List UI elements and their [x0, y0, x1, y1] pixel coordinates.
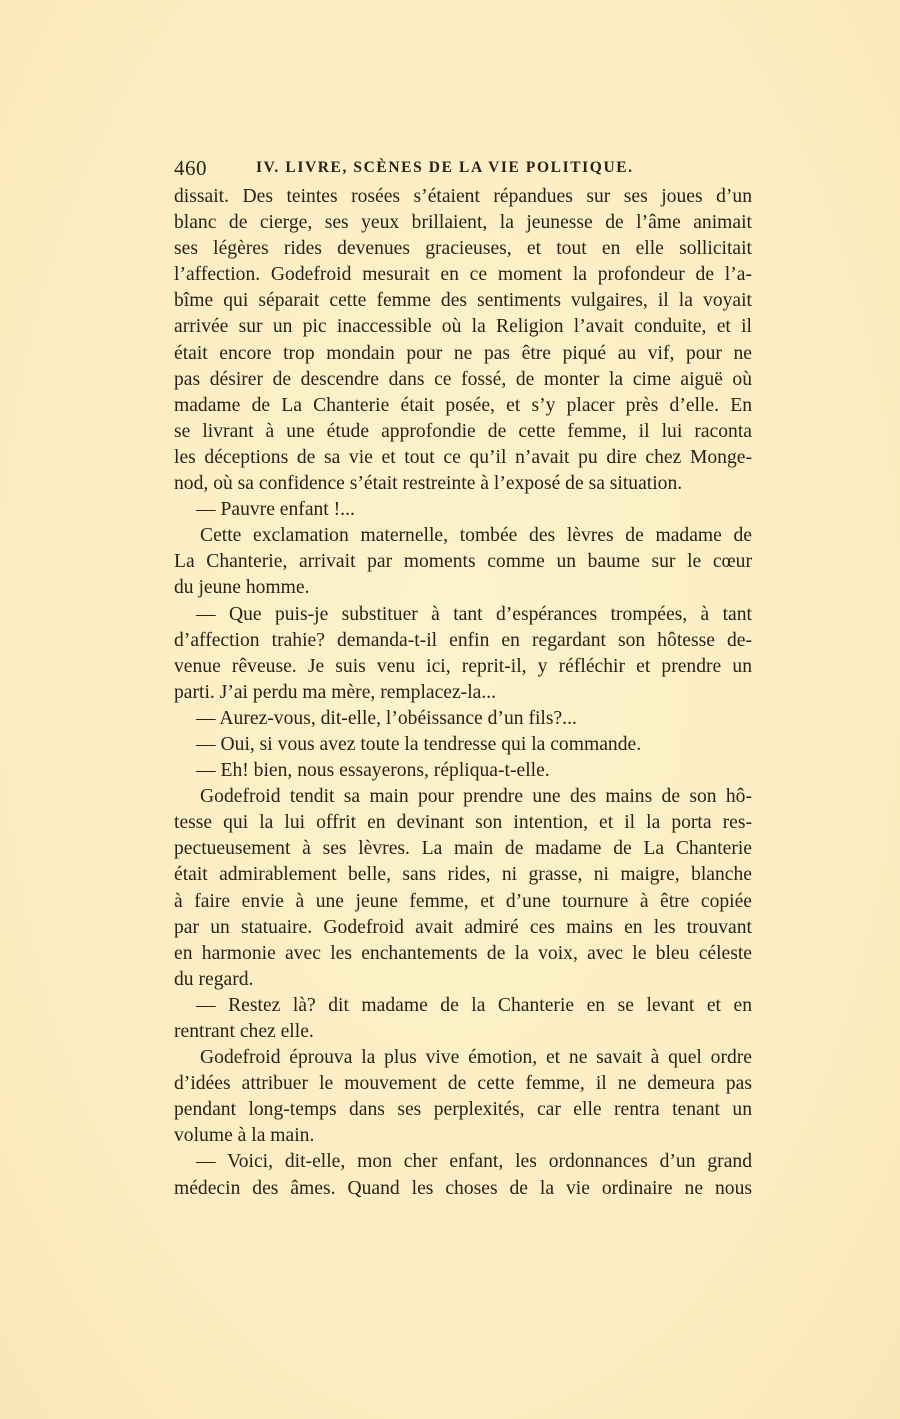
text-line: à faire envie à une jeune femme, et d’une tournure à être copiée	[174, 890, 752, 912]
text-line: — Restez là? dit madame de la Chanterie en se levant et en	[196, 994, 752, 1016]
text-line: du regard.	[174, 968, 254, 990]
text-line: pendant long-temps dans ses perplexités, car elle rentra tenant un	[174, 1099, 752, 1121]
text-line: l’affection. Godefroid mesurait en ce moment la profondeur de l’a-	[174, 264, 752, 286]
text-line: ses légères rides devenues gracieuses, et tout en elle sollicitait	[174, 238, 752, 260]
text-line: Godefroid tendit sa main pour prendre une des mains de son hô-	[200, 786, 752, 808]
text-line: d’affection trahie? demanda-t-il enfin en regardant son hôtesse de-	[174, 629, 752, 651]
page-header	[174, 156, 754, 186]
text-line: pectueusement à ses lèvres. La main de madame de La Chanterie	[174, 838, 752, 860]
text-line: du jeune homme.	[174, 577, 310, 599]
text-line: d’idées attribuer le mouvement de cette femme, il ne demeura pas	[174, 1073, 752, 1095]
text-line: en harmonie avec les enchantements de la voix, avec le bleu céleste	[174, 942, 752, 964]
page-number: 460	[174, 156, 207, 180]
text-line: — Voici, dit-elle, mon cher enfant, les ordonnances d’un grand	[196, 1151, 752, 1173]
text-line: était admirablement belle, sans rides, ni grasse, ni maigre, blanche	[174, 864, 752, 886]
text-line: Godefroid éprouva la plus vive émotion, et ne savait à quel ordre	[200, 1047, 752, 1069]
text-line: médecin des âmes. Quand les choses de la vie ordinaire ne nous	[174, 1177, 752, 1199]
text-line: — Eh! bien, nous essayerons, répliqua-t-elle.	[196, 760, 550, 782]
text-line: bîme qui séparait cette femme des sentiments vulgaires, il la voyait	[174, 290, 752, 312]
text-line: — Oui, si vous avez toute la tendresse qui la commande.	[196, 733, 642, 755]
text-line: Cette exclamation maternelle, tombée des lèvres de madame de	[200, 525, 752, 547]
text-line: était encore trop mondain pour ne pas être piqué au vif, pour ne	[174, 342, 752, 364]
body-text	[174, 184, 752, 1202]
text-line: arrivée sur un pic inaccessible où la Religion l’avait conduite, et il	[174, 316, 752, 338]
text-line: pas désirer de descendre dans ce fossé, de monter la cime aiguë où	[174, 368, 752, 390]
text-line: nod, où sa confidence s’était restreinte à l’exposé de sa situation.	[174, 473, 683, 495]
text-line: La Chanterie, arrivait par moments comme un baume sur le cœur	[174, 551, 752, 573]
text-line: parti. J’ai perdu ma mère, remplacez-la...	[174, 681, 497, 703]
text-line: rentrant chez elle.	[174, 1021, 314, 1042]
text-line: madame de La Chanterie était posée, et s’y placer près d’elle. En	[174, 394, 752, 416]
text-line: — Aurez-vous, dit-elle, l’obéissance d’un fils?...	[196, 707, 577, 729]
text-line: volume à la main.	[174, 1125, 315, 1147]
running-head: IV. LIVRE, SCÈNES DE LA VIE POLITIQUE.	[256, 159, 634, 176]
text-line: dissait. Des teintes rosées s’étaient répandues sur ses joues d’un	[174, 186, 752, 207]
text-line: par un statuaire. Godefroid avait admiré ces mains en les trouvant	[174, 916, 752, 938]
text-line: les déceptions de sa vie et tout ce qu’il n’avait pu dire chez Monge-	[174, 446, 752, 468]
text-line: — Que puis-je substituer à tant d’espérances trompées, à tant	[196, 603, 752, 625]
text-line: venue rêveuse. Je suis venu ici, reprit-il, y réfléchir et prendre un	[174, 655, 752, 677]
text-line: — Pauvre enfant !...	[196, 499, 355, 521]
text-line: tesse qui la lui offrit en devinant son intention, et il la porta res-	[174, 812, 752, 834]
text-line: blanc de cierge, ses yeux brillaient, la jeunesse de l’âme animait	[174, 212, 752, 234]
text-line: se livrant à une étude approfondie de cette femme, il lui raconta	[174, 420, 752, 442]
